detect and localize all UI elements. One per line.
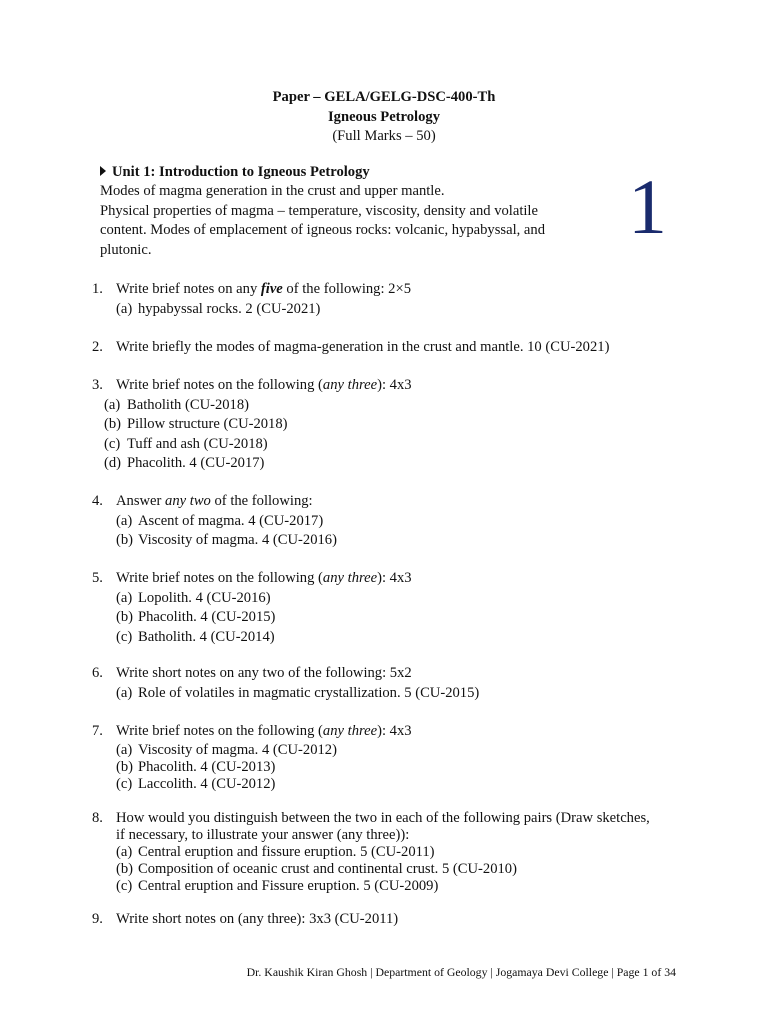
question-item: (a) Lopolith. 4 (CU-2016) xyxy=(116,589,271,606)
question-number: 7. xyxy=(92,723,103,739)
question-text-line: How would you distinguish between the two in each of the following pairs (Draw sketches, xyxy=(116,810,650,826)
paper-header xyxy=(0,88,768,147)
question-9 xyxy=(92,910,692,930)
paper-code: Paper – GELA/GELG-DSC-400-Th xyxy=(272,89,496,105)
question-item: (b) Pillow structure (CU-2018) xyxy=(104,416,288,432)
unit-description-line: plutonic. xyxy=(100,241,152,258)
question-item: (d) Phacolith. 4 (CU-2017) xyxy=(104,455,265,471)
question-item: (b) Phacolith. 4 (CU-2013) xyxy=(116,758,276,775)
question-text: Write short notes on (any three): 3x3 (CU-2011) xyxy=(116,911,399,927)
question-text: Answer any two of the following: xyxy=(116,493,313,509)
question-8 xyxy=(92,810,692,895)
question-number: 4. xyxy=(92,493,103,509)
paper-subject: Igneous Petrology xyxy=(327,108,441,125)
question-number: 9. xyxy=(92,911,103,927)
question-number: 6. xyxy=(92,665,103,681)
emphasis: any two xyxy=(165,493,211,509)
question-number: 2. xyxy=(92,339,103,355)
question-number: 5. xyxy=(92,570,103,586)
question-5 xyxy=(92,569,692,647)
question-text: Write brief notes on any five of the following: 2×5 xyxy=(116,281,411,297)
question-2 xyxy=(92,338,692,358)
question-item: (c) Laccolith. 4 (CU-2012) xyxy=(116,775,276,792)
question-text: Write briefly the modes of magma-generation in the crust and mantle. 10 (CU-2021) xyxy=(116,339,610,355)
full-marks: (Full Marks – 50) xyxy=(332,128,436,144)
question-7 xyxy=(92,722,692,793)
question-4 xyxy=(92,492,692,551)
question-item: (a) Role of volatiles in magmatic crystallization. 5 (CU-2015) xyxy=(116,684,480,701)
question-item: (c) Tuff and ash (CU-2018) xyxy=(104,435,268,452)
unit-description-line: Modes of magma generation in the crust and upper mantle. xyxy=(100,183,445,199)
question-3 xyxy=(92,376,692,474)
question-number: 3. xyxy=(92,377,103,393)
question-item: (a) Ascent of magma. 4 (CU-2017) xyxy=(116,512,324,529)
page-footer: Dr. Kaushik Kiran Ghosh | Department of Geology | Jogamaya Devi College | Page 1 of 34 xyxy=(246,965,676,979)
question-text-line: if necessary, to illustrate your answer (any three)): xyxy=(116,827,410,843)
unit-title-text: Unit 1: Introduction to Igneous Petrology xyxy=(112,164,370,180)
unit-description xyxy=(100,182,590,260)
question-item: (b) Phacolith. 4 (CU-2015) xyxy=(116,609,276,625)
unit-description-line: Physical properties of magma – temperature, viscosity, density and volatile xyxy=(100,202,538,219)
question-text: Write short notes on any two of the following: 5x2 xyxy=(116,665,412,681)
question-text: Write brief notes on the following (any three): 4x3 xyxy=(116,723,412,739)
unit-number: 1 xyxy=(628,163,667,250)
question-item: (a) Viscosity of magma. 4 (CU-2012) xyxy=(116,741,337,758)
emphasis: five xyxy=(260,281,283,297)
question-text: Write brief notes on the following (any three): 4x3 xyxy=(116,377,412,393)
emphasis: any three xyxy=(322,723,378,739)
emphasis: any three xyxy=(322,570,378,586)
question-item: (c) Batholith. 4 (CU-2014) xyxy=(116,628,275,645)
question-item: (a) hypabyssal rocks. 2 (CU-2021) xyxy=(116,300,321,317)
question-number: 1. xyxy=(92,281,103,297)
question-item: (b) Viscosity of magma. 4 (CU-2016) xyxy=(116,532,337,548)
question-item: (c) Central eruption and Fissure eruption. 5 (CU-2009) xyxy=(116,878,439,894)
question-number: 8. xyxy=(92,810,103,826)
question-item: (a) Batholith (CU-2018) xyxy=(104,396,250,413)
emphasis: any three xyxy=(322,377,378,393)
arrow-bullet-icon xyxy=(100,166,106,176)
unit-title xyxy=(100,163,370,183)
question-text: Write brief notes on the following (any three): 4x3 xyxy=(116,570,412,586)
question-1 xyxy=(92,280,692,319)
unit-description-line: content. Modes of emplacement of igneous rocks: volcanic, hypabyssal, and xyxy=(100,222,545,238)
question-6 xyxy=(92,664,692,703)
question-item: (b) Composition of oceanic crust and continental crust. 5 (CU-2010) xyxy=(116,861,517,877)
question-item: (a) Central eruption and fissure eruption. 5 (CU-2011) xyxy=(116,844,435,860)
